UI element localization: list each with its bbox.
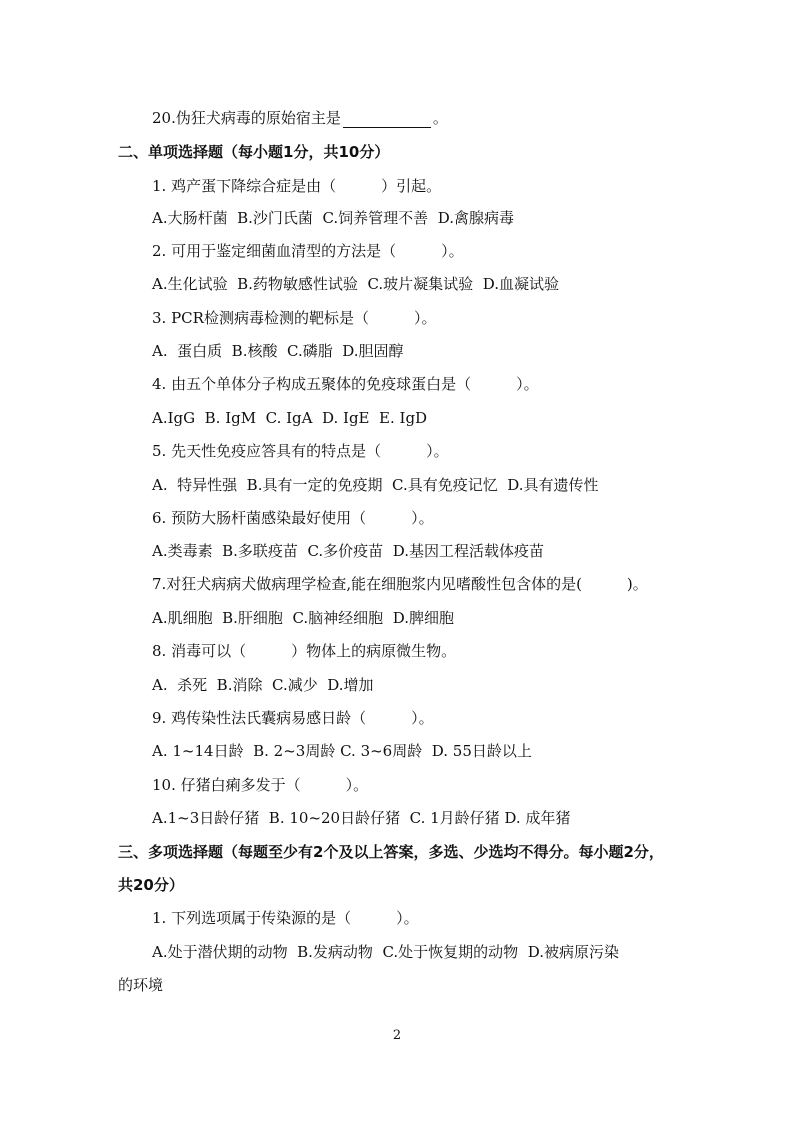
s2-question-7: 7.对狂犬病病犬做病理学检查,能在细胞浆内见嗜酸性包含体的是( )。 — [152, 575, 648, 593]
s3-question-1-options: A.处于潜伏期的动物 B.发病动物 C.处于恢复期的动物 D.被病原污染 — [152, 943, 619, 961]
page-number: 2 — [392, 1028, 402, 1043]
s2-question-10-options: A.1~3日龄仔猪 B. 10~20日龄仔猪 C. 1月龄仔猪 D. 成年猪 — [152, 809, 571, 827]
section-3-heading-cont: 共20分） — [118, 876, 184, 894]
s2-question-10: 10. 仔猪白痢多发于（ ）。 — [152, 776, 369, 794]
s2-question-9: 9. 鸡传染性法氏囊病易感日龄（ ）。 — [152, 709, 434, 727]
s2-question-2: 2. 可用于鉴定细菌血清型的方法是（ ）。 — [152, 242, 464, 260]
s2-question-5-options: A. 特异性强 B.具有一定的免疫期 C.具有免疫记忆 D.具有遗传性 — [152, 476, 599, 494]
s2-question-3-options: A. 蛋白质 B.核酸 C.磷脂 D.胆固醇 — [152, 342, 404, 360]
s2-question-1-options: A.大肠杆菌 B.沙门氏菌 C.饲养管理不善 D.禽腺病毒 — [152, 209, 514, 227]
s2-question-6: 6. 预防大肠杆菌感染最好使用（ ）。 — [152, 509, 434, 527]
question-20 — [152, 108, 448, 128]
s3-question-1-options-cont: 的环境 — [118, 976, 164, 994]
section-2-heading: 二、单项选择题（每小题1分，共10分） — [118, 143, 390, 161]
s2-question-5: 5. 先天性免疫应答具有的特点是（ ）。 — [152, 442, 449, 460]
s2-question-8-options: A. 杀死 B.消除 C.减少 D.增加 — [152, 676, 374, 694]
s2-question-3: 3. PCR检测病毒检测的靶标是（ ）。 — [152, 309, 437, 327]
s2-question-1: 1. 鸡产蛋下降综合症是由（ ）引起。 — [152, 177, 442, 195]
s2-question-4: 4. 由五个单体分子构成五聚体的免疫球蛋白是（ ）。 — [152, 375, 539, 393]
s2-question-4-options: A.IgG B. IgM C. IgA D. IgE E. IgD — [152, 409, 428, 427]
s3-question-1: 1. 下列选项属于传染源的是（ ）。 — [152, 909, 419, 927]
question-20-text: 20.伪狂犬病毒的原始宿主是 — [152, 109, 341, 127]
s2-question-6-options: A.类毒素 B.多联疫苗 C.多价疫苗 D.基因工程活载体疫苗 — [152, 542, 544, 560]
s2-question-7-options: A.肌细胞 B.肝细胞 C.脑神经细胞 D.脾细胞 — [152, 609, 454, 627]
section-3-heading: 三、多项选择题（每题至少有2个及以上答案，多选、少选均不得分。每小题2分， — [118, 843, 664, 861]
answer-blank[interactable] — [343, 111, 431, 128]
question-20-suffix: 。 — [432, 109, 448, 127]
s2-question-8: 8. 消毒可以（ ）物体上的病原微生物。 — [152, 642, 457, 660]
s2-question-9-options: A. 1~14日龄 B. 2~3周龄 C. 3~6周龄 D. 55日龄以上 — [152, 742, 532, 760]
s2-question-2-options: A.生化试验 B.药物敏感性试验 C.玻片凝集试验 D.血凝试验 — [152, 275, 559, 293]
